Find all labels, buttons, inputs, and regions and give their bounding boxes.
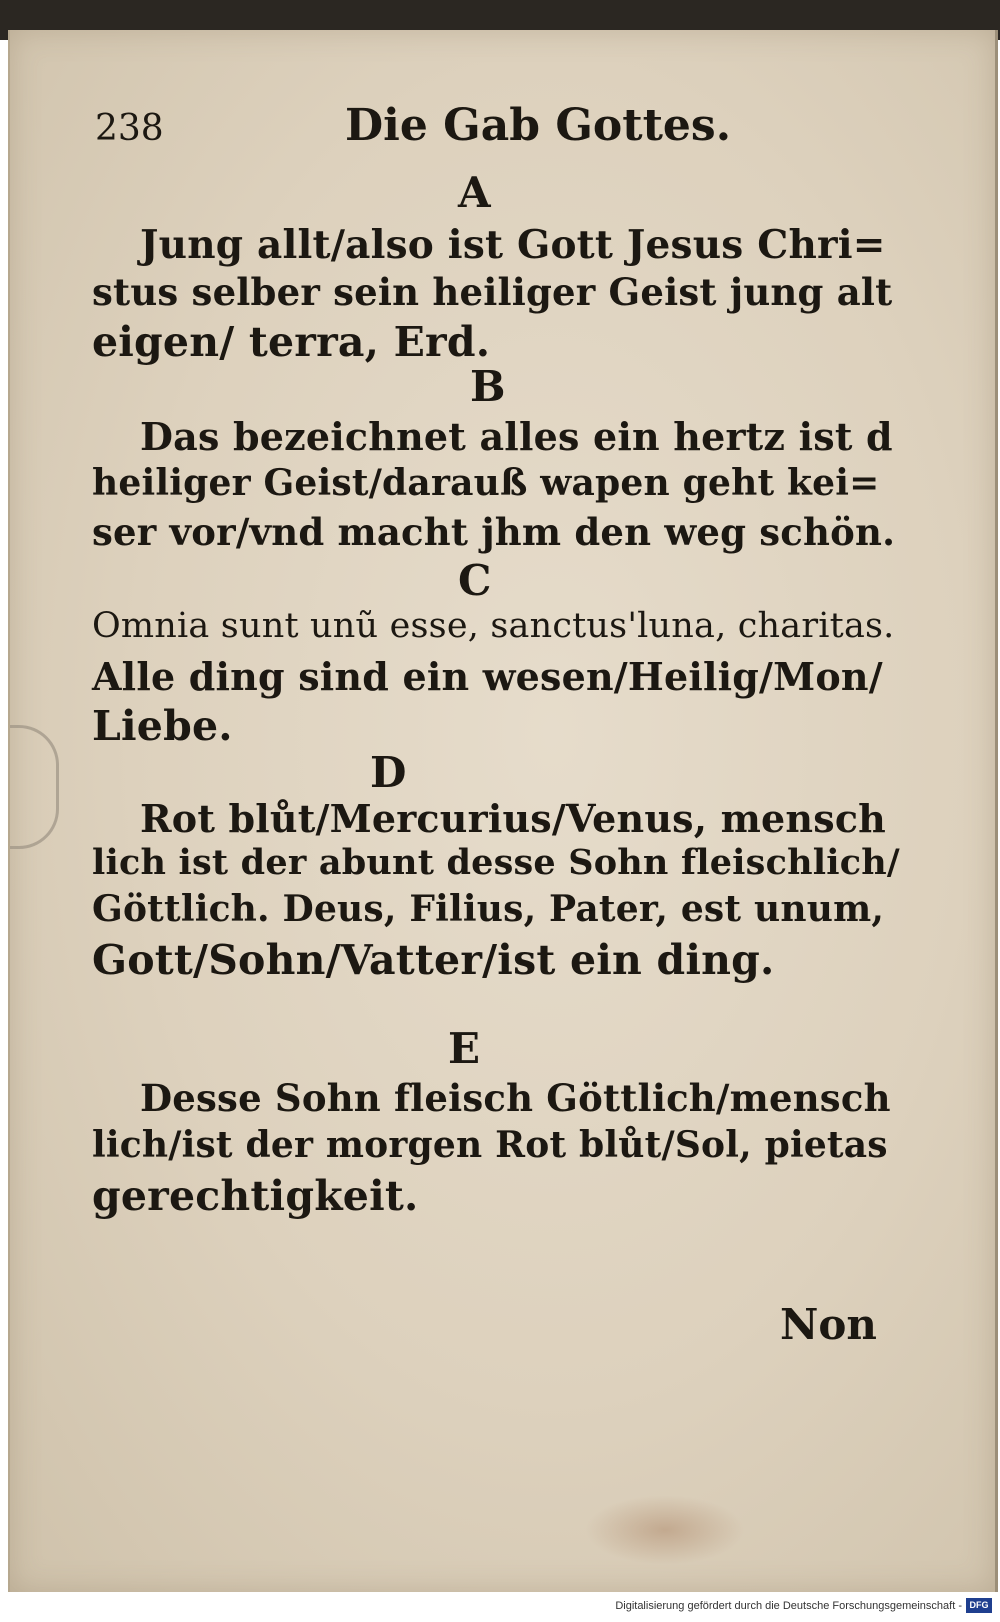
- dfg-logo: DFG: [966, 1598, 992, 1613]
- section-d-line-1: Rot blůt/Mercurius/Venus, mensch: [140, 796, 887, 841]
- clasp-mark: [10, 725, 59, 849]
- section-a-line-1: Jung allt/also ist Gott Jesus Chri=: [140, 222, 886, 268]
- section-e-line-2: lich/ist der morgen Rot blůt/Sol, pietas: [92, 1124, 888, 1166]
- section-e-line-1: Desse Sohn fleisch Göttlich/mensch: [140, 1076, 891, 1120]
- digitization-credit: Digitalisierung gefördert durch die Deutsche Forschungsgemeinschaft -: [615, 1600, 962, 1612]
- section-letter-a: A: [458, 168, 491, 217]
- section-letter-e: E: [448, 1024, 481, 1073]
- section-b-line-1: Das bezeichnet alles ein hertz ist d: [140, 414, 893, 459]
- section-d-line-4: Gott/Sohn/Vatter/ist ein ding.: [92, 936, 775, 984]
- section-d-line-3: Göttlich. Deus, Filius, Pater, est unum,: [92, 888, 885, 930]
- running-head: Die Gab Gottes.: [345, 100, 732, 151]
- section-a-line-2: stus selber sein heiliger Geist jung alt: [92, 270, 893, 314]
- section-b-line-3: ser vor/vnd macht jhm den weg schön.: [92, 510, 896, 554]
- section-letter-d: D: [370, 748, 407, 797]
- section-c-line-2: Alle ding sind ein wesen/Heilig/Mon/: [92, 654, 883, 699]
- section-letter-c: C: [458, 556, 492, 605]
- section-e-line-3: gerechtigkeit.: [92, 1172, 419, 1220]
- section-c-line-1: Omnia sunt unũ esse, sanctus'luna, charitas.: [92, 606, 895, 646]
- paper-stain: [585, 1495, 745, 1565]
- page-number: 238: [95, 108, 164, 149]
- section-letter-b: B: [470, 362, 506, 411]
- section-d-line-2: lich ist der abunt desse Sohn fleischlich/: [92, 842, 900, 883]
- catchword: Non: [780, 1300, 877, 1349]
- section-b-line-2: heiliger Geist/darauß wapen geht kei=: [92, 462, 880, 504]
- section-c-line-3: Liebe.: [92, 702, 233, 750]
- section-a-line-3: eigen/ terra, Erd.: [92, 318, 491, 366]
